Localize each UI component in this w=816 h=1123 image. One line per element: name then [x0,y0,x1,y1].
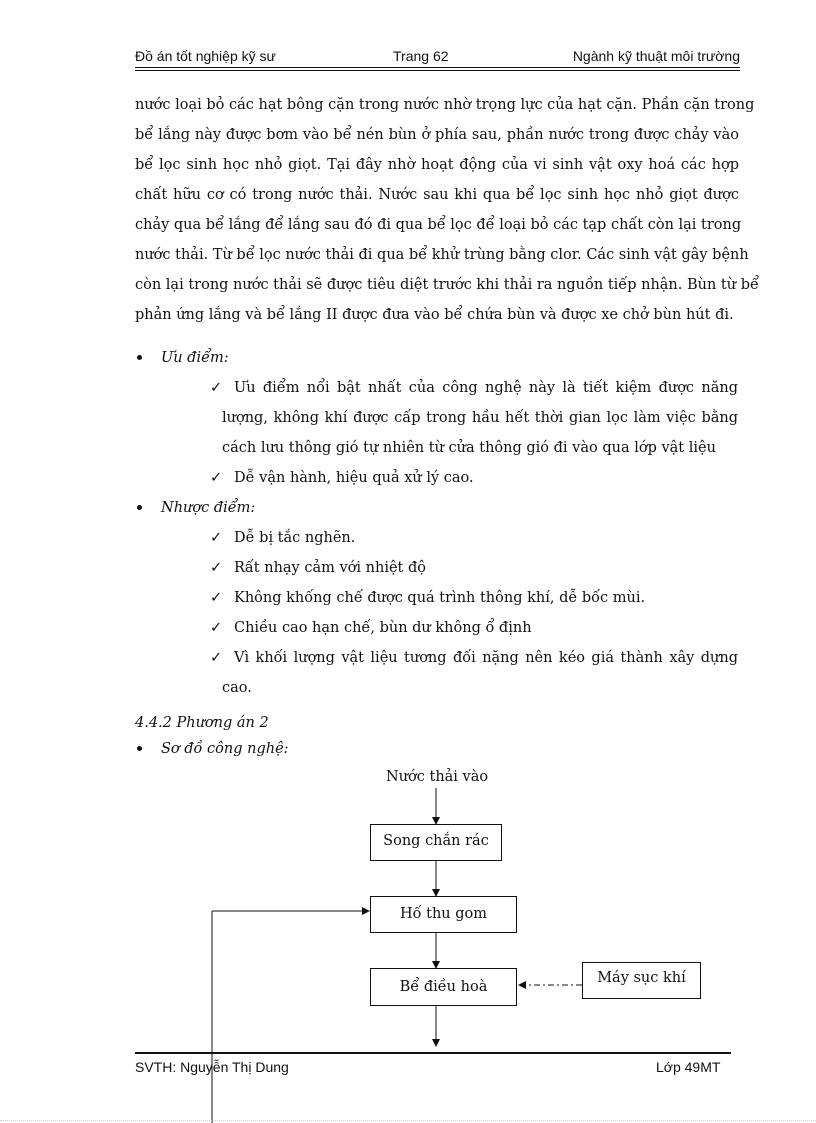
disadvantage-line: Không khống chế được quá trình thông khí, dễ bốc mùi. [234,590,646,606]
paragraph-line: chảy qua bể lắng để lắng sau đó đi qua bể lọc để loại bỏ các tạp chất còn lại trong [135,217,742,233]
collection-pit-box [370,896,517,933]
check-mark-icon: ✓ [210,470,223,486]
disadvantages-label: Nhược điểm: [161,500,256,516]
page-bottom-edge [0,1120,816,1121]
header-page-number: Trang 62 [393,48,449,64]
disadvantage-line: Vì khối lượng vật liệu tương đối nặng nên kéo giá thành xây dựng [234,650,738,666]
footer-class: Lớp 49MT [656,1059,721,1075]
paragraph-line: phản ứng lắng và bể lắng II được đưa vào bể chứa bùn và được xe chở bùn hút đi. [135,307,734,323]
advantage-line: cách lưu thông gió tự nhiên từ cửa thông gió đi vào qua lớp vật liệu [222,440,716,456]
aerator-box [582,962,701,999]
advantage-line: Dễ vận hành, hiệu quả xử lý cao. [234,470,474,486]
disadvantage-line: Chiều cao hạn chế, bùn dư không ổ định [234,620,532,636]
advantage-line: lượng, không khí được cấp trong hầu hết thời gian lọc làm việc bằng [222,410,738,426]
equalization-tank-box [370,968,517,1006]
paragraph-line: bể lọc sinh học nhỏ giọt. Tại đây nhờ hoạt động của vi sinh vật oxy hoá các hợp [135,157,739,173]
aerator-label: Máy sục khí [597,970,686,986]
check-mark-icon: ✓ [210,560,223,576]
check-mark-icon: ✓ [210,530,223,546]
equalization-tank-label: Bể điều hoà [399,979,488,995]
paragraph-line: bể lắng này được bơm vào bể nén bùn ở phía sau, phần nước trong được chảy vào [135,127,739,143]
paragraph-line: nước loại bỏ các hạt bông cặn trong nước nhờ trọng lực của hạt cặn. Phần cặn trong [135,97,755,113]
header-right-title: Ngành kỹ thuật môi trường [572,48,740,64]
disadvantage-line: Rất nhạy cảm với nhiệt độ [234,560,426,576]
footer-rule [135,1052,731,1054]
disadvantage-line: cao. [222,680,252,696]
check-mark-icon: ✓ [210,620,223,636]
advantages-label: Ưu điểm: [161,350,229,366]
footer-student-name: SVTH: Nguyễn Thị Dung [135,1059,289,1075]
header-left-title: Đồ án tốt nghiệp kỹ sư [135,48,276,64]
diagram-label: Sơ đồ công nghệ: [161,741,289,757]
section-title: 4.4.2 Phương án 2 [135,715,269,731]
check-mark-icon: ✓ [210,590,223,606]
check-mark-icon: ✓ [210,380,223,396]
disadvantage-line: Dễ bị tắc nghẽn. [234,530,356,546]
check-mark-icon: ✓ [210,650,223,666]
advantage-line: Ưu điểm nổi bật nhất của công nghệ này là tiết kiệm được năng [234,380,738,396]
screen-box-label: Song chắn rác [383,833,489,849]
paragraph-line: còn lại trong nước thải sẽ được tiêu diệt trước khi thải ra nguồn tiếp nhận. Bùn từ bể [135,277,759,293]
paragraph-line: nước thải. Từ bể lọc nước thải đi qua bể khử trùng bằng clor. Các sinh vật gây bệnh [135,247,749,263]
paragraph-line: chất hữu cơ có trong nước thải. Nước sau khi qua bể lọc sinh học nhỏ giọt được [135,187,739,203]
collection-pit-label: Hố thu gom [400,906,487,922]
diagram-input-label: Nước thải vào [386,769,489,785]
screen-box [370,824,502,861]
